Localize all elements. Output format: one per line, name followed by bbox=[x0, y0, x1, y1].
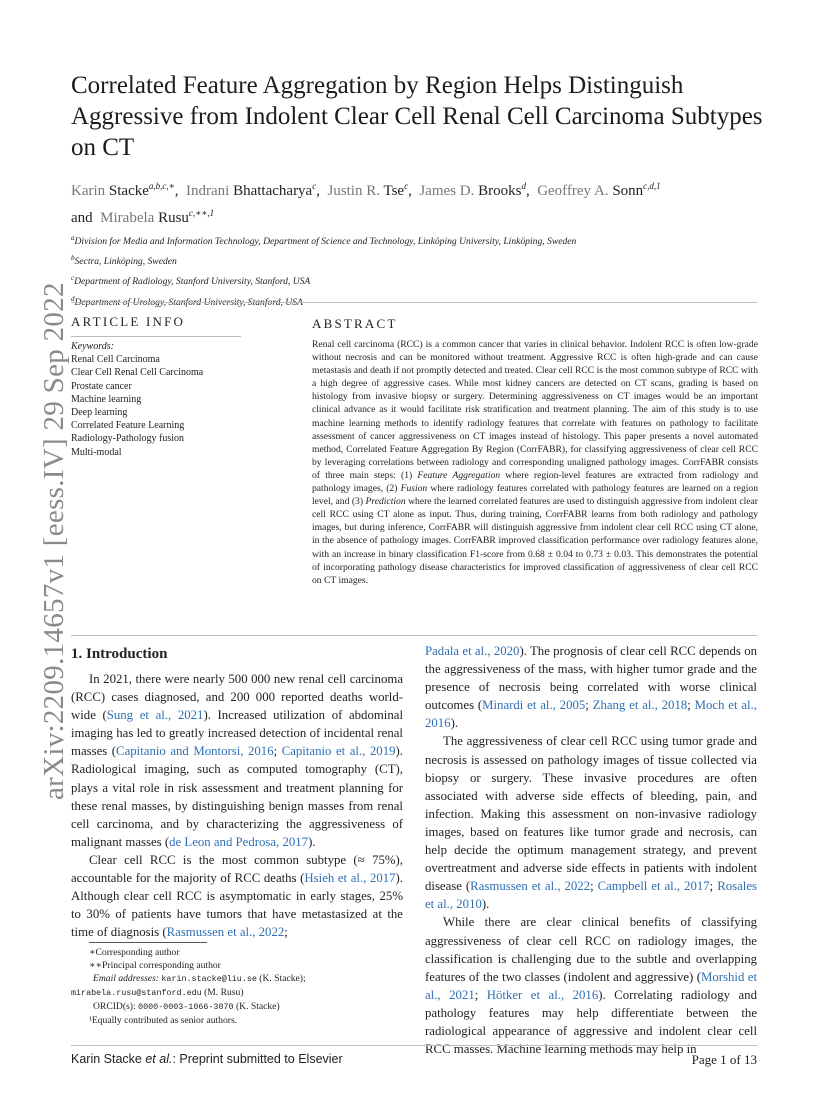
paragraph-text: ). bbox=[481, 897, 490, 912]
keyword: Deep learning bbox=[71, 407, 128, 419]
paragraph bbox=[425, 642, 757, 732]
paragraph bbox=[71, 670, 403, 851]
footnotes bbox=[71, 946, 411, 1027]
intro-left-column bbox=[71, 670, 403, 941]
paper-title: Correlated Feature Aggregation by Region Helps Distinguish Aggressive from Indolent Clear Cell Renal Cell Carcinoma Subtypes on CT bbox=[71, 72, 763, 161]
author: Geoffrey A. Sonn$^{c,d,1}$ bbox=[537, 181, 661, 199]
affiliation: $^a$Division for Media and Information Technology, Department of Science and Technology, Linköping University, Linköping, Sweden bbox=[71, 234, 577, 248]
affiliation: $^c$Department of Radiology, Stanford University, Stanford, USA bbox=[71, 274, 311, 288]
footer-preprint-note: Karin Stacke et al.: Preprint submitted to Elsevier bbox=[71, 1052, 343, 1066]
footnote-equal-contribution: ¹Equally contributed as senior authors. bbox=[89, 1015, 238, 1026]
paragraph-text: The aggressiveness of clear cell RCC using tumor grade and necrosis is assessed on pathology images of tissue collected via biopsy or surgery. These invasive procedures are often associated with adverse side effects of bleeding, pain, and infection. Making this assessment on non-invasive radiology images, based on features like tumor grade and necrosis, can help decide the optimum management strategy, and prevent overtreatment and adverse side effects in patients with indolent disease ( bbox=[425, 734, 757, 894]
citation-link[interactable]: Rosales et al., 2010 bbox=[425, 879, 757, 912]
paragraph-text: ). Correlating radiology and pathology features may help differentiate between the radiological appearance of aggressive and indolent clear cell RCC masses. Machine learning methods may help in bbox=[425, 987, 757, 1057]
author-and: and bbox=[71, 210, 93, 226]
author: Justin R. Tse$^c$ bbox=[327, 181, 409, 199]
keyword-list bbox=[71, 340, 251, 459]
intro-right-column bbox=[425, 642, 757, 1058]
footnote-principal: ∗∗Principal corresponding author bbox=[89, 960, 221, 971]
paragraph-text: ; bbox=[585, 698, 593, 713]
page-number: Page 1 of 13 bbox=[691, 1052, 757, 1067]
keyword: Radiology-Pathology fusion bbox=[71, 433, 185, 445]
paragraph-text: ; bbox=[474, 987, 487, 1002]
paragraph-text: ). Radiological imaging, such as computed tomography (CT), plays a vital role in risk assessment and treatment planning for these renal masses, by distinguishing benign masses from renal cell carcinoma, and by characterizing the aggressiveness of malignant masses ( bbox=[71, 744, 403, 849]
footnote-corresponding: ∗Corresponding author bbox=[89, 947, 180, 958]
abstract-heading: ABSTRACT bbox=[312, 316, 398, 331]
divider bbox=[71, 336, 241, 337]
abstract-body: Renal cell carcinoma (RCC) is a common cancer that varies in clinical behavior. Indolent RCC is often low-grade without necrosis and can be monitored without treatment. Aggressive RCC is often high-grade and can cause metastasis and death if not promptly detected and treated. Clear cell RCC is the most common subtype of RCC with a high degree of aggressive cases. While most kidney cancers are detected on CT scans, grading is based on histology from invasive biopsy or surgery. Determining aggressiveness on CT images would be an important clinical advance as it would facilitate risk stratification and treatment planning. The aim of this study is to use machine learning methods to identify radiology features that correlate with features on pathology to facilitate assessment of cancer aggressiveness on CT images instead of histology. This paper presents a novel automated method, Correlated Feature Aggregation By Region (CorrFABR), for classifying aggressiveness of clear cell RCC by leveraging correlations between radiology and corresponding unaligned pathology images. CorrFABR consists of three main steps: (1) Feature Aggregation where region-level features are extracted from radiology and pathology images, (2) Fusion where radiology features correlated with pathology features are learned on a region level, and (3) Prediction where the learned correlated features are used to distinguish aggressive from indolent clear cell RCC using CT alone as input. Thus, during training, CorrFABR learns from both radiology and pathology images, but during inference, CorrFABR will distinguish aggressive from indolent clear cell RCC using CT alone, in the absence of pathology images. CorrFABR improved classification performance over radiology features alone, with an increase in binary classification F1-score from 0.68 ± 0.04 to 0.73 ± 0.03. This demonstrates the potential of incorporating pathology disease characteristics for improved classification of aggressiveness of clear cell RCC on CT images. bbox=[312, 339, 759, 586]
email-link[interactable]: mirabela.rusu@stanford.edu bbox=[71, 988, 202, 998]
paragraph bbox=[425, 732, 757, 913]
footer-divider bbox=[71, 1045, 757, 1046]
citation-link[interactable]: Capitanio et al., 2019 bbox=[281, 744, 396, 759]
citation-link[interactable]: Moch et al., 2016 bbox=[425, 698, 757, 731]
paragraph-text: ). Increased utilization of abdominal imaging has led to greatly increased detection of incidental renal masses ( bbox=[71, 708, 403, 759]
citation-link[interactable]: Minardi et al., 2005 bbox=[482, 698, 586, 713]
affiliations bbox=[71, 230, 771, 311]
citation-link[interactable]: Zhang et al., 2018 bbox=[592, 698, 688, 713]
paragraph-text: ; bbox=[284, 925, 288, 940]
citation-link[interactable]: de Leon and Pedrosa, 2017 bbox=[169, 834, 309, 849]
paragraph-text: ; bbox=[687, 698, 695, 713]
paragraph-text: Clear cell RCC is the most common subtype (≈ 75%), accountable for the majority of RCC deaths ( bbox=[71, 852, 403, 886]
paragraph bbox=[425, 913, 757, 1058]
citation-link[interactable]: Padala et al., 2020 bbox=[425, 644, 520, 658]
footnote-emails: Email addresses: karin.stacke@liu.se (K. Stacke); bbox=[93, 973, 306, 984]
affiliation: $^b$Sectra, Linköping, Sweden bbox=[71, 254, 177, 268]
footnote-orcid: ORCID(s): 0000-0003-1066-3070 (K. Stacke) bbox=[93, 1001, 280, 1012]
author: Mirabela Rusu$^{c,∗∗,1}$ bbox=[100, 208, 215, 226]
affiliation: $^d$Department of Urology, Stanford University, Stanford, USA bbox=[71, 294, 303, 308]
keyword: Renal Cell Carcinoma bbox=[71, 354, 160, 366]
keyword: Clear Cell Renal Cell Carcinoma bbox=[71, 367, 204, 379]
paragraph bbox=[71, 851, 403, 941]
divider bbox=[71, 635, 757, 636]
author-list: Karin Stacke$^{a,b,c,∗}$, Indrani Bhattacharya$^c$, Justin R. Tse$^c$, James D. Brooks$^d$, Geoffrey A. Sonn$^{c,d,1}$ and Mirabela Rusu$^{c,∗∗,1}$ bbox=[71, 181, 661, 226]
paragraph-text: ; bbox=[273, 744, 282, 759]
section-heading-introduction: 1. Introduction bbox=[71, 646, 168, 662]
article-info-heading: ARTICLE INFO bbox=[71, 314, 186, 329]
paragraph-text: ). bbox=[450, 716, 459, 731]
citation-link[interactable]: Rasmussen et al., 2022 bbox=[470, 879, 591, 894]
orcid-id: 0000-0003-1066-3070 bbox=[138, 1002, 234, 1012]
citation-link[interactable]: Capitanio and Montorsi, 2016 bbox=[116, 744, 274, 759]
email-link[interactable]: karin.stacke@liu.se bbox=[161, 974, 257, 984]
citation-link[interactable]: Sung et al., 2021 bbox=[106, 708, 204, 723]
author: Indrani Bhattacharya$^c$ bbox=[186, 181, 317, 199]
citation-link[interactable]: Campbell et al., 2017 bbox=[597, 879, 710, 894]
keyword: Multi-modal bbox=[71, 446, 122, 458]
keywords-label: Keywords: bbox=[71, 341, 114, 352]
paragraph-text: ; bbox=[590, 879, 598, 894]
divider bbox=[71, 302, 757, 303]
paragraph-text: ; bbox=[709, 879, 718, 894]
arxiv-side-stamp bbox=[8, 282, 70, 810]
paragraph-text: ). bbox=[308, 834, 316, 849]
keyword: Prostate cancer bbox=[71, 380, 132, 392]
keyword: Correlated Feature Learning bbox=[71, 420, 185, 432]
footnote-email2: mirabela.rusu@stanford.edu (M. Rusu) bbox=[71, 987, 244, 998]
footnote-rule bbox=[89, 942, 207, 943]
paragraph-text: While there are clear clinical benefits of classifying aggressiveness of clear cell RCC on radiology images, the classification is challenging due to the subtle and overlapping features of the two classes (indolent and aggressive) ( bbox=[425, 915, 757, 984]
author: James D. Brooks$^d$ bbox=[419, 181, 526, 199]
citation-link[interactable]: Rasmussen et al., 2022 bbox=[166, 925, 285, 940]
citation-link[interactable]: Hsieh et al., 2017 bbox=[304, 871, 396, 886]
arxiv-identifier: arXiv:2209.14657v1 [eess.IV] 29 Sep 2022 bbox=[38, 282, 70, 800]
author: Karin Stacke$^{a,b,c,∗}$ bbox=[71, 181, 175, 199]
paragraph-text: In 2021, there were nearly 500 000 new renal cell carcinoma (RCC) cases diagnosed, and 200 000 reported deaths world-wide ( bbox=[71, 672, 403, 723]
paragraph-text: ). The prognosis of clear cell RCC depends on the aggressiveness of the mass, with higher tumor grade and the presence of necrosis being correlated with worse clinical outcomes ( bbox=[425, 644, 758, 713]
keyword: Machine learning bbox=[71, 393, 142, 405]
citation-link[interactable]: Morshid et al., 2021 bbox=[425, 969, 757, 1002]
paragraph-text: ). Although clear cell RCC is asymptomatic in early stages, 25% to 30% of patients have tumors that have metastasized at the time of diagnosis ( bbox=[71, 871, 403, 940]
citation-link[interactable]: Hötker et al., 2016 bbox=[486, 987, 599, 1002]
